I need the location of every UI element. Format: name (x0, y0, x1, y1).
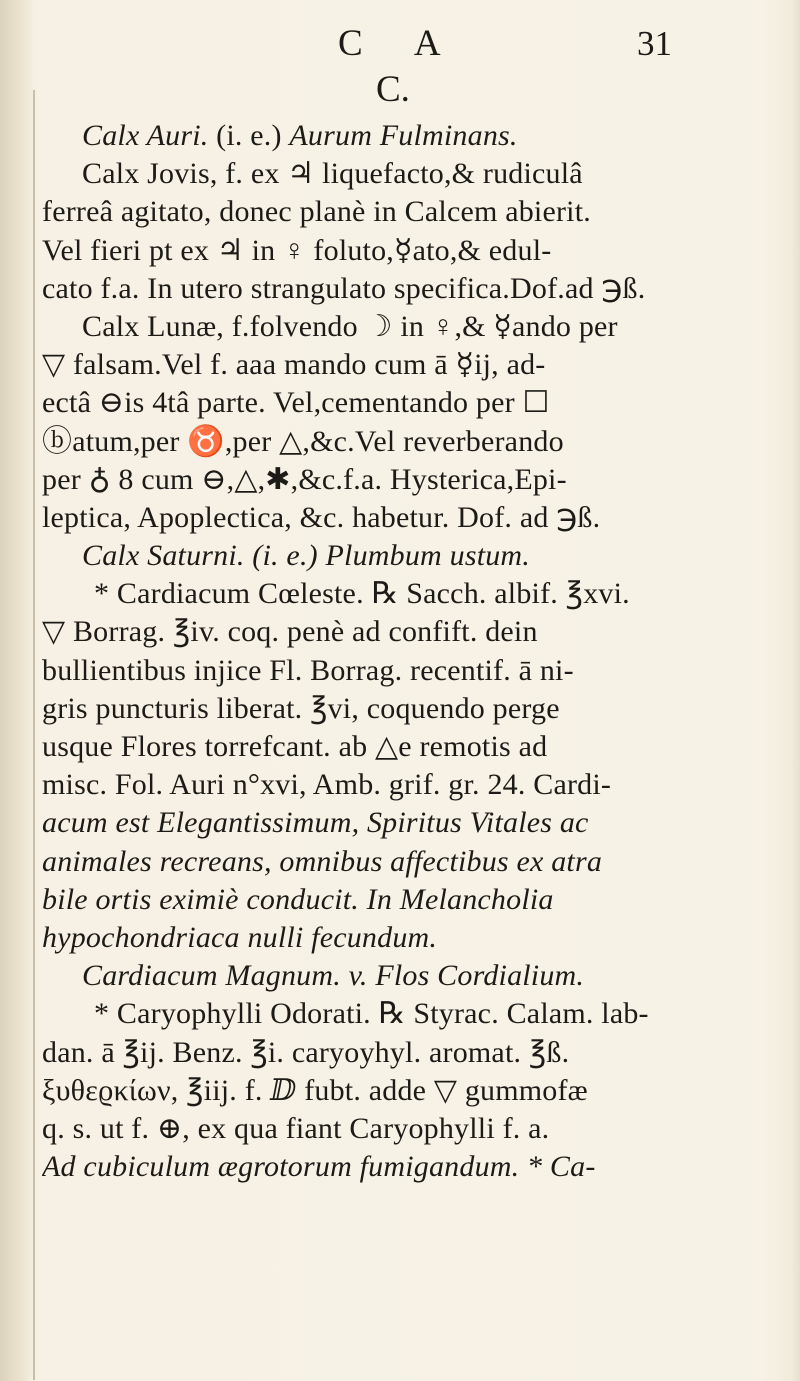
page-header (0, 22, 800, 62)
text-line: dan. ā ℥ij. Benz. ℥i. caryoyhyl. aromat. ℥ß. (42, 1035, 570, 1069)
page-number: 31 (637, 24, 672, 63)
entry-heading: Calx Auri. (82, 119, 209, 152)
running-head: C A (338, 23, 463, 64)
text-line: Calx Saturni. (i. e.) Plumbum ustum. (82, 539, 531, 573)
text-line: cato f.a. In utero strangulato specifica.Dof.ad ℈ß. (42, 271, 646, 305)
text-line: leptica, Apoplectica, &c. habetur. Dof. ad ℈ß. (42, 500, 601, 534)
text-line: bile ortis eximiè conducit. In Melancholia (42, 882, 554, 916)
text-line (42, 117, 784, 155)
text-line: per ♁ 8 cum ⊖,△,✱,&c.f.a. Hysterica,Epi- (42, 462, 567, 496)
text-line: * Cardiacum Cœleste. ℞ Sacch. albif. ℥xvi. (94, 577, 630, 611)
text-line: Calx Lunæ, f.folvendo ☽ in ♀,& ☿ando per (82, 309, 618, 343)
text-line: gris puncturis liberat. ℥vi, coquendo perge (42, 691, 560, 725)
text-line: Cardiacum Magnum. v. Flos Cordialium. (82, 959, 585, 993)
text-line: animales recreans, omnibus affectibus ex atra (42, 844, 603, 878)
text-line: acum est Elegantissimum, Spiritus Vitales ac (42, 806, 589, 840)
text-line: usque Flores torrefcant. ab △e remotis ad (42, 730, 548, 763)
section-letter: C. (376, 69, 410, 110)
text-line: ▽ falsam.Vel f. aaa mando cum ā ☿ij, ad- (42, 348, 546, 382)
text-line: ferreâ agitato, donec planè in Calcem abierit. (42, 195, 591, 229)
text-body (42, 117, 784, 1186)
text-line: * Caryophylli Odorati. ℞ Styrac. Calam. lab- (94, 997, 649, 1031)
page-edge-shadow (790, 0, 800, 1381)
text-line: ξυθεϱκίων, ℥iij. f. ⅅ fubt. adde ▽ gummofæ (42, 1073, 588, 1107)
text-line: bullientibus injice Fl. Borrag. recentif. ā ni- (42, 653, 574, 687)
text-line: ⓑatum,per ♉,per △,&c.Vel reverberando (42, 424, 564, 458)
text-line: q. s. ut f. ⊕, ex qua fiant Caryophylli f. a. (42, 1111, 550, 1145)
text-line: ▽ Borrag. ℥iv. coq. penè ad confift. dein (42, 615, 538, 649)
page-gutter (0, 0, 34, 1381)
text-line: Calx Jovis, f. ex ♃ liquefacto,& rudiculâ (82, 157, 583, 191)
line-fragment: (i. e.) (216, 119, 282, 152)
gutter-rule (33, 90, 35, 1380)
text-line: Ad cubiculum ægrotorum fumigandum. * Ca- (42, 1150, 596, 1184)
text-line: misc. Fol. Auri n°xvi, Amb. grif. gr. 24. Cardi- (42, 768, 612, 802)
line-fragment: Aurum Fulminans. (289, 119, 518, 152)
text-line: hypochondriaca nulli fecundum. (42, 920, 438, 954)
text-line: Vel fieri pt ex ♃ in ♀ foluto,☿ato,& edul- (42, 233, 552, 267)
text-line: ectâ ⊖is 4tâ parte. Vel,cementando per ☐ (42, 386, 550, 420)
